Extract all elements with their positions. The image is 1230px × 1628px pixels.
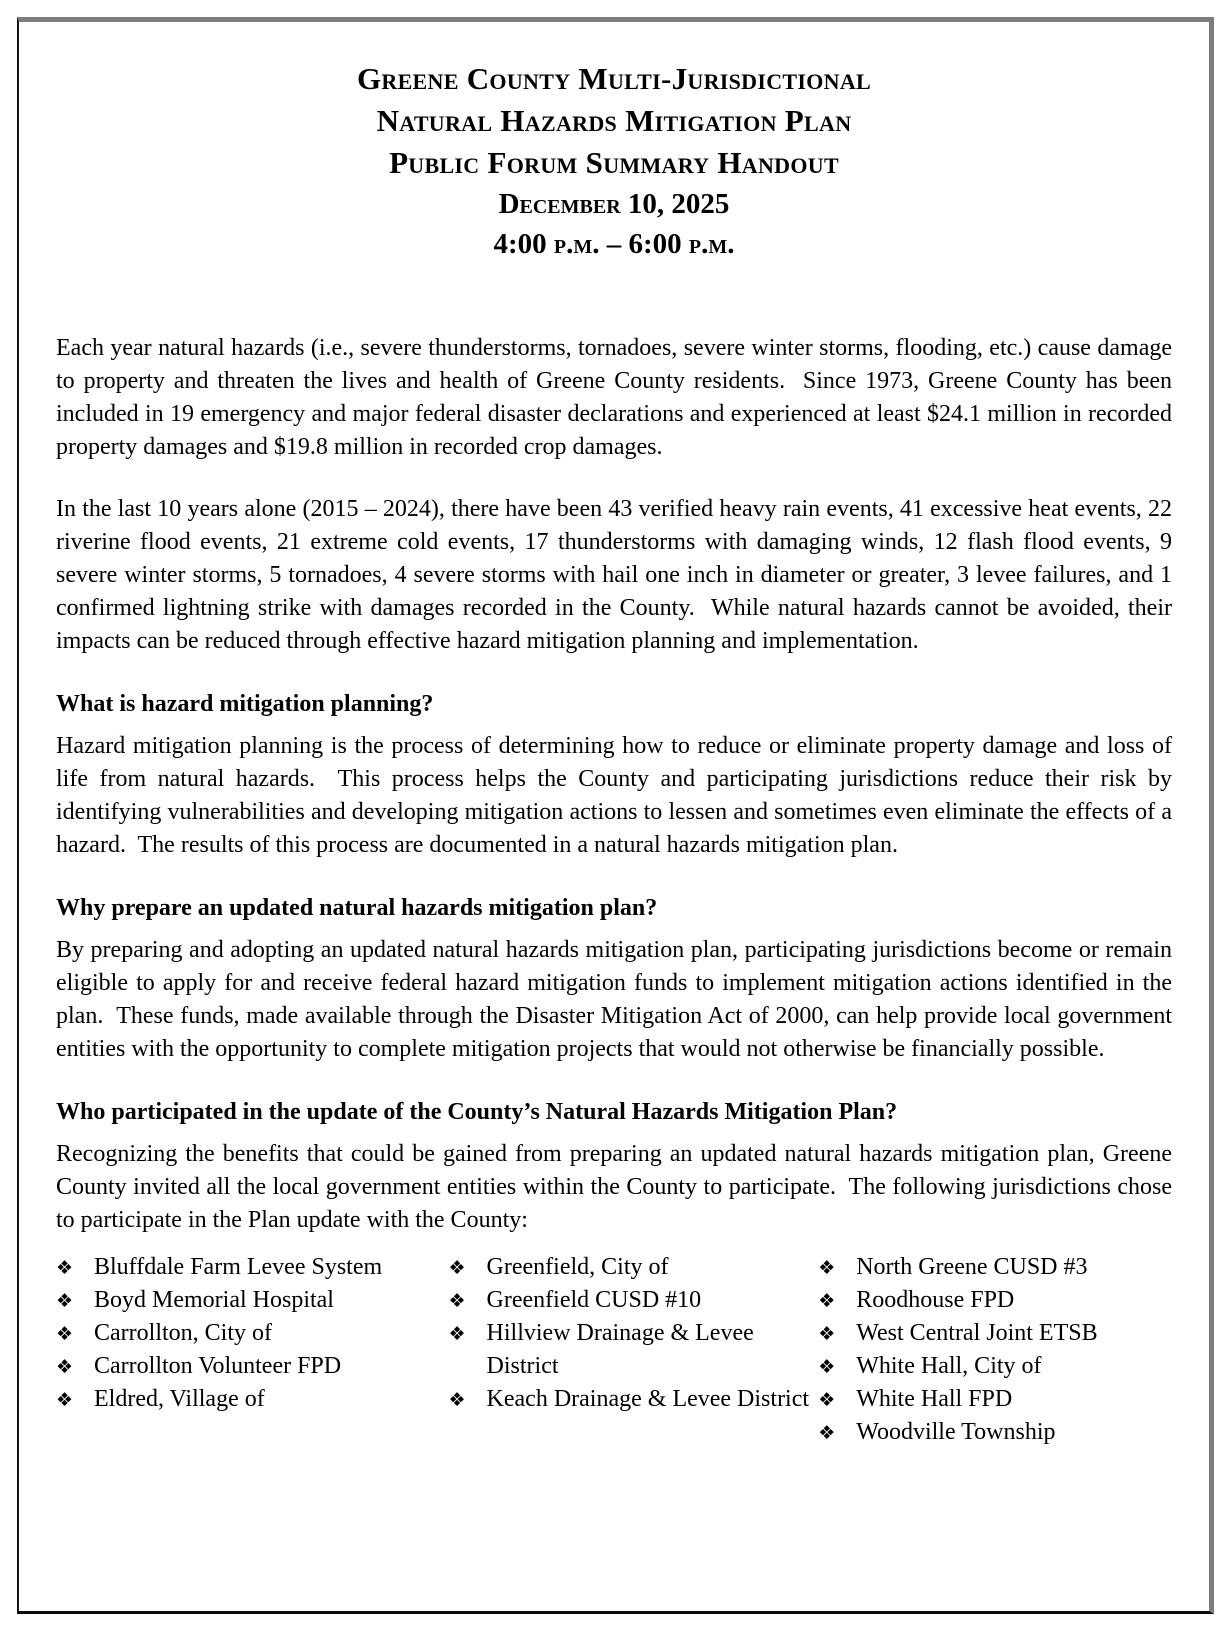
intro-paragraph-2: In the last 10 years alone (2015 – 2024), there have been 43 verified heavy rain events, 41 excessive heat events, 22 riverine flood events, 21 extreme cold events, 17 thunderstorms with damaging winds, 12 flash flood events, 9 severe winter storms, 5 tornadoes, 4 severe storms with hail one inch in diameter or greater, 3 levee failures, and 1 confirmed lightning strike with damages recorded in the County. While natural hazards cannot be avoided, their impacts can be reduced through effective hazard mitigation planning and implementation. bbox=[56, 496, 1178, 654]
diamond-bullet-icon: ❖ bbox=[448, 1389, 466, 1411]
participant-name: Roodhouse FPD bbox=[856, 1287, 1015, 1313]
section-who-participated bbox=[56, 1096, 1178, 1237]
section-heading-who-participated: Who participated in the update of the County’s Natural Hazards Mitigation Plan? bbox=[56, 1099, 898, 1125]
section-heading-why-prepare: Why prepare an updated natural hazards mitigation plan? bbox=[56, 895, 658, 921]
participant-name: Keach Drainage & Levee District bbox=[486, 1386, 810, 1412]
participant-name: West Central Joint ETSB bbox=[856, 1320, 1098, 1346]
section-what-is-hazard-mitigation bbox=[56, 688, 1178, 862]
section-body-what-is: Hazard mitigation planning is the process of determining how to reduce or eliminate property damage and loss of life from natural hazards. This process helps the County and participating jurisdictions reduce their risk by identifying vulnerabilities and developing mitigation actions to lessen and sometimes even eliminate the effects of a hazard. The results of this process are documented in a natural hazards mitigation plan. bbox=[56, 733, 1178, 858]
participant-name: Carrollton Volunteer FPD bbox=[94, 1353, 342, 1379]
section-why-prepare bbox=[56, 892, 1178, 1066]
diamond-bullet-icon: ❖ bbox=[818, 1290, 836, 1312]
participant-name: Woodville Township bbox=[856, 1419, 1056, 1445]
diamond-bullet-icon: ❖ bbox=[448, 1323, 466, 1345]
list-item bbox=[818, 1317, 1172, 1350]
list-item bbox=[56, 1251, 449, 1284]
diamond-bullet-icon: ❖ bbox=[56, 1323, 74, 1345]
participant-name: Greenfield CUSD #10 bbox=[486, 1287, 702, 1313]
title-block bbox=[56, 58, 1172, 264]
participant-column-2 bbox=[449, 1251, 819, 1416]
list-item bbox=[818, 1251, 1172, 1284]
event-time: 4:00 p.m. – 6:00 p.m. bbox=[493, 228, 735, 260]
participant-name: Greenfield, City of bbox=[486, 1254, 669, 1280]
list-item bbox=[818, 1350, 1172, 1383]
section-body-who-participated: Recognizing the benefits that could be gained from preparing an updated natural hazards mitigation plan, Greene County invited all the local government entities within the County to participate. The following jurisdictions chose to participate in the Plan update with the County: bbox=[56, 1141, 1178, 1233]
diamond-bullet-icon: ❖ bbox=[448, 1290, 466, 1312]
list-item bbox=[818, 1416, 1172, 1449]
diamond-bullet-icon: ❖ bbox=[56, 1290, 74, 1312]
document-page bbox=[17, 17, 1214, 1614]
diamond-bullet-icon: ❖ bbox=[818, 1323, 836, 1345]
list-item bbox=[56, 1317, 449, 1350]
participant-column-3 bbox=[818, 1251, 1172, 1449]
diamond-bullet-icon: ❖ bbox=[56, 1389, 74, 1411]
participant-columns bbox=[56, 1251, 1172, 1449]
section-heading-what-is: What is hazard mitigation planning? bbox=[56, 691, 434, 717]
participant-name: Bluffdale Farm Levee System bbox=[94, 1254, 383, 1280]
intro-paragraph-1: Each year natural hazards (i.e., severe thunderstorms, tornadoes, severe winter storms, flooding, etc.) cause damage to property and threaten the lives and health of Greene County residents. Since 1973, Greene County has been included in 19 emergency and major federal disaster declarations and experienced at least $24.1 million in recorded property damages and $19.8 million in recorded crop damages. bbox=[56, 335, 1178, 460]
participant-name: Eldred, Village of bbox=[94, 1386, 265, 1412]
document-title-line-2: Natural Hazards Mitigation Plan bbox=[376, 103, 852, 138]
document-title-line-3: Public Forum Summary Handout bbox=[389, 145, 839, 180]
diamond-bullet-icon: ❖ bbox=[818, 1356, 836, 1378]
participant-name: Hillview Drainage & Levee District bbox=[486, 1320, 754, 1379]
participant-list-1 bbox=[56, 1251, 449, 1416]
list-item bbox=[818, 1383, 1172, 1416]
diamond-bullet-icon: ❖ bbox=[818, 1422, 836, 1444]
list-item bbox=[818, 1284, 1172, 1317]
participant-name: Carrollton, City of bbox=[94, 1320, 272, 1346]
list-item bbox=[449, 1317, 819, 1383]
list-item bbox=[449, 1383, 819, 1416]
participant-list-3 bbox=[818, 1251, 1172, 1449]
diamond-bullet-icon: ❖ bbox=[56, 1257, 74, 1279]
participant-name: White Hall FPD bbox=[856, 1386, 1013, 1412]
event-date: December 10, 2025 bbox=[498, 188, 730, 220]
participant-name: Boyd Memorial Hospital bbox=[94, 1287, 334, 1313]
document-title-line-1: Greene County Multi-Jurisdictional bbox=[356, 61, 871, 96]
list-item bbox=[449, 1251, 819, 1284]
participant-list-2 bbox=[449, 1251, 819, 1416]
list-item bbox=[56, 1383, 449, 1416]
participant-column-1 bbox=[56, 1251, 449, 1416]
diamond-bullet-icon: ❖ bbox=[56, 1356, 74, 1378]
list-item bbox=[56, 1284, 449, 1317]
diamond-bullet-icon: ❖ bbox=[818, 1257, 836, 1279]
list-item bbox=[56, 1350, 449, 1383]
participant-name: North Greene CUSD #3 bbox=[856, 1254, 1088, 1280]
participant-name: White Hall, City of bbox=[856, 1353, 1042, 1379]
list-item bbox=[449, 1284, 819, 1317]
section-body-why-prepare: By preparing and adopting an updated natural hazards mitigation plan, participating jurisdictions become or remain eligible to apply for and receive federal hazard mitigation funds to implement mitigation actions identified in the plan. These funds, made available through the Disaster Mitigation Act of 2000, can help provide local government entities with the opportunity to complete mitigation projects that would not otherwise be financially possible. bbox=[56, 937, 1178, 1062]
diamond-bullet-icon: ❖ bbox=[818, 1389, 836, 1411]
diamond-bullet-icon: ❖ bbox=[448, 1257, 466, 1279]
